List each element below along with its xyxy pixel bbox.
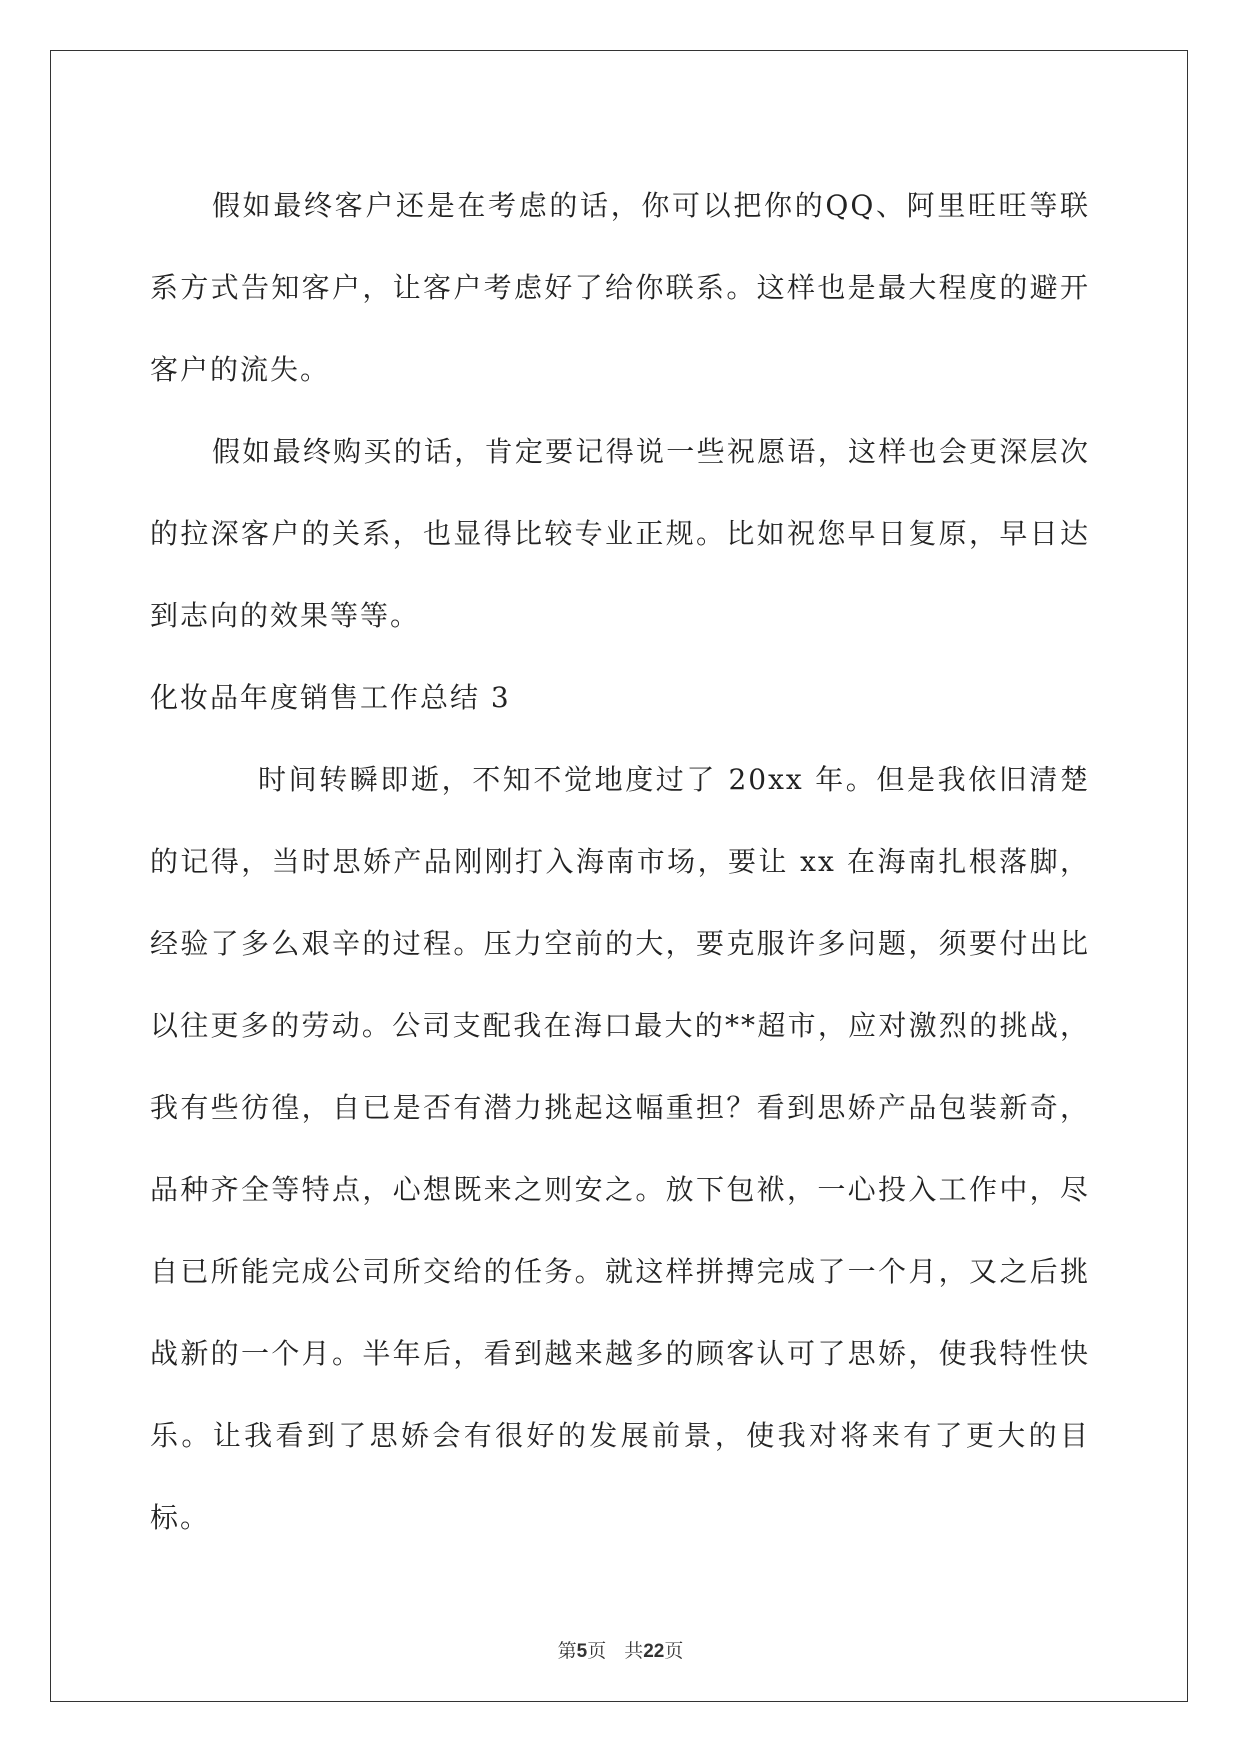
footer-page-word: 页 [587, 1640, 607, 1662]
paragraph: 时间转瞬即逝，不知不觉地度过了 20xx 年。但是我依旧清楚的记得，当时思娇产品刚刚打入海南市场，要让 xx 在海南扎根落脚，经验了多么艰辛的过程。压力空前的大，要克服许多问题，须要付出比以往更多的劳动。公司支配我在海口最大的**超市，应对激烈的挑战，我有些彷徨，自已是否有潜力挑起这幅重担？看到思娇产品包装新奇，品种齐全等特点，心想既来之则安之。放下包袱，一心投入工作中，尽自已所能完成公司所交给的任务。就这样拼搏完成了一个月，又之后挑战新的一个月。半年后，看到越来越多的顾客认可了思娇，使我特性快乐。让我看到了思娇会有很好的发展前景，使我对将来有了更大的目标。 [150, 763, 1090, 1534]
total-pages-number: 22 [643, 1641, 665, 1662]
section-heading: 化妆品年度销售工作总结 3 [150, 681, 511, 714]
footer-total-suffix: 页 [664, 1640, 684, 1662]
footer-total-prefix: 共 [624, 1640, 644, 1662]
paragraph: 假如最终购买的话，肯定要记得说一些祝愿语，这样也会更深层次的拉深客户的关系，也显得比较专业正规。比如祝您早日复原，早日达到志向的效果等等。 [150, 435, 1090, 632]
page-footer [0, 1636, 1241, 1663]
current-page-number: 5 [576, 1641, 588, 1662]
paragraph: 假如最终客户还是在考虑的话，你可以把你的QQ、阿里旺旺等联系方式告知客户，让客户考虑好了给你联系。这样也是最大程度的避开客户的流失。 [150, 189, 1090, 386]
document-body [150, 165, 1090, 1559]
footer-prefix: 第 [557, 1640, 577, 1662]
